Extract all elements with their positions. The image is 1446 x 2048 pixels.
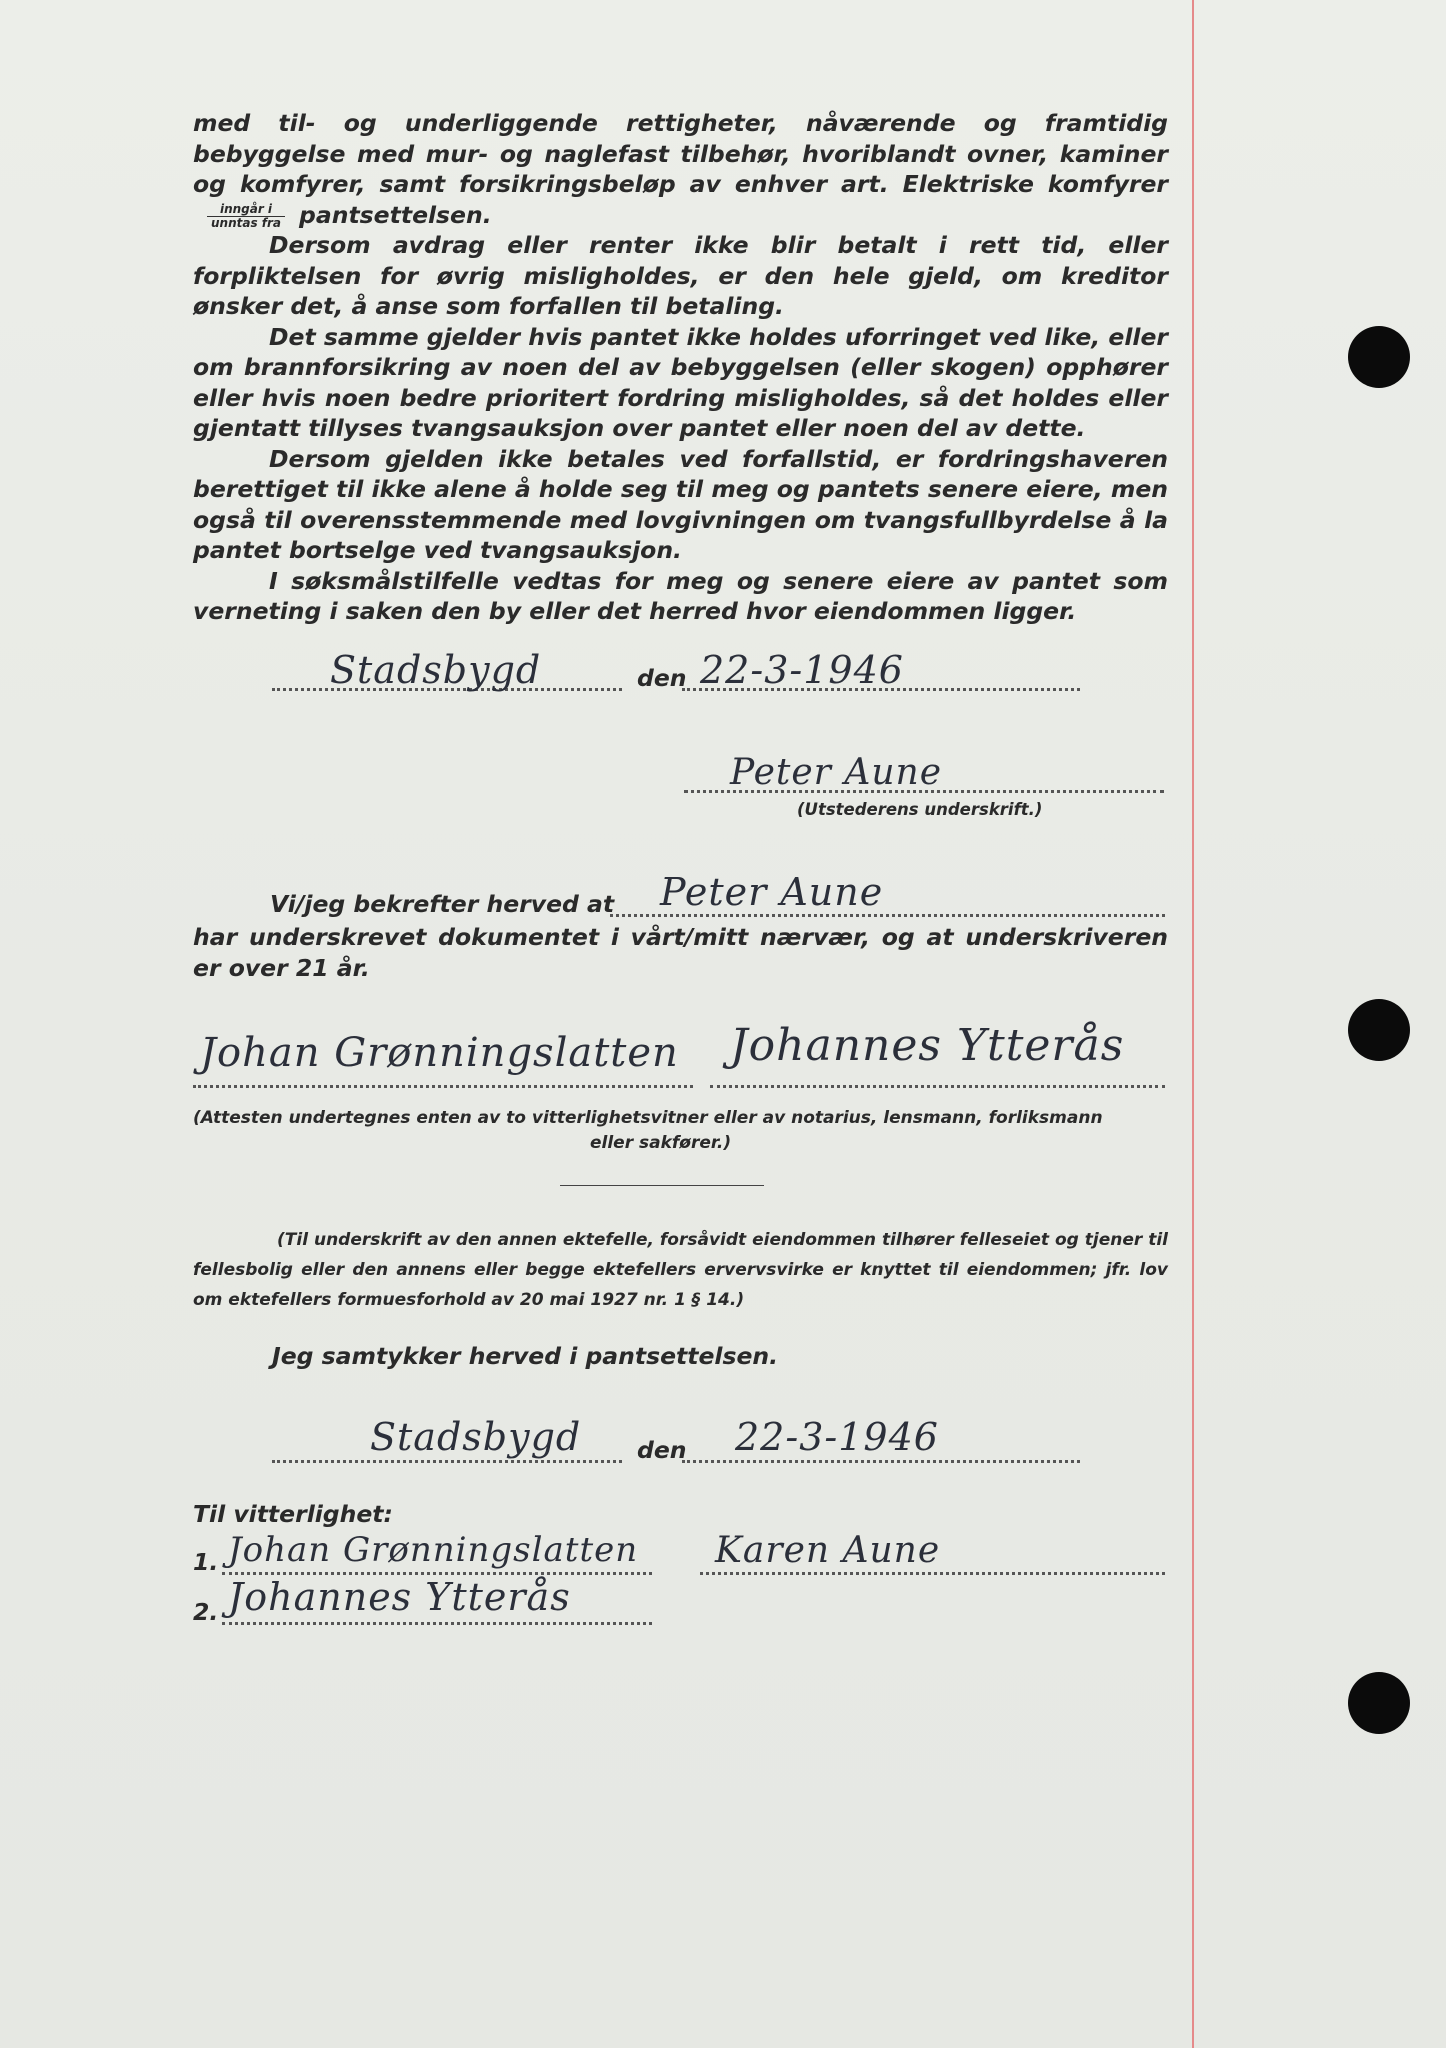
paragraph-rights: med til- og underliggende rettigheter, nåværende og framtidig bebyggelse med mur- og naglefast tilbehør, hvoriblandt ovner, kaminer og komfyrer, samt forsikringsbeløp av enhver art. Elektriske komfyrer $\frac{\text{inngår i}}{\text{unntas fra}}$ pantsettelsen. (193, 109, 1168, 230)
til-vitterlighet-label: Til vitterlighet: (193, 1500, 393, 1528)
issuer-signature: Peter Aune (730, 752, 943, 793)
date-handwritten-1: 22-3-1946 (700, 648, 904, 692)
place-dotted-line-2 (272, 1460, 622, 1463)
spouse-signature: Karen Aune (715, 1530, 941, 1571)
witness-signature-1: Johan Grønningslatten (200, 1030, 679, 1076)
paragraph-maintenance: Det samme gjelder hvis pantet ikke holdes uforringet ved like, eller om brannforsikring av noen del av bebyggelsen (eller skogen) opphører eller hvis noen bedre prioritert fordring misligholdes, så det holdes eller gjentatt tillyses tvangsauksjon over pantet eller noen del av dette. (193, 322, 1168, 442)
den-label-1: den (637, 664, 687, 692)
divider-line (560, 1185, 764, 1186)
witness-line-1 (193, 1085, 693, 1088)
witness-list-num-1: 1. (193, 1548, 219, 1576)
included-excluded-fraction: $\frac{\text{inngår i}}{\text{unntas fra}}$ (207, 203, 285, 230)
confirm-rest: har underskrevet dokumentet i vårt/mitt nærvær, og at underskriveren er over 21 år. (193, 923, 1168, 982)
spouse-signature-line (700, 1572, 1165, 1575)
issuer-signature-caption: (Utstederens underskrift.) (797, 800, 1043, 819)
margin-rule (1192, 0, 1194, 2048)
confirm-name-handwritten: Peter Aune (660, 870, 884, 914)
den-label-2: den (637, 1436, 687, 1464)
witness-list-num-2: 2. (193, 1598, 219, 1626)
spouse-note: (Til underskrift av den annen ektefelle, forsåvidt eiendommen tilhører felleseiet og tjener til fellesbolig eller den annens eller begge ektefellers ervervsvirke er knyttet til eiendommen; jfr. lov om ektefellers formuesforhold av 20 mai 1927 nr. 1 § 14.) (193, 1230, 1168, 1310)
witness-signature-2: Johannes Ytterås (730, 1020, 1125, 1071)
witness-line-2 (710, 1085, 1165, 1088)
paragraph-venue: I søksmålstilfelle vedtas for meg og senere eiere av pantet som verneting i saken den by eller det herred hvor eiendommen ligger. (193, 566, 1168, 625)
punch-hole-top (1348, 326, 1410, 388)
witness-list-signature-1: Johan Grønningslatten (228, 1530, 639, 1570)
place-handwritten-2: Stadsbygd (370, 1415, 582, 1459)
mortgage-terms-text (193, 108, 1168, 627)
place-handwritten-1: Stadsbygd (330, 648, 542, 692)
paragraph-enforcement: Dersom gjelden ikke betales ved forfallstid, er fordringshaveren berettiget til ikke alene å holde seg til meg og pantets senere eiere, men også til overensstemmende med lovgivningen om tvangsfullbyrdelse å la pantet bortselge ved tvangsauksjon. (193, 444, 1168, 564)
consent-text: Jeg samtykker herved i pantsettelsen. (272, 1342, 779, 1370)
date-dotted-line-2 (682, 1460, 1080, 1463)
witness-list-signature-2: Johannes Ytterås (228, 1575, 571, 1619)
attest-note-line-1: (Attesten undertegnes enten av to vitterlighetsvitner eller av notarius, lensmann, forliksmann (193, 1108, 1103, 1128)
confirm-lead: Vi/jeg bekrefter herved at (270, 890, 615, 918)
punch-hole-bottom (1348, 1672, 1410, 1734)
punch-hole-middle (1348, 999, 1410, 1061)
confirm-name-line (610, 914, 1165, 917)
date-handwritten-2: 22-3-1946 (735, 1415, 939, 1459)
paragraph-default: Dersom avdrag eller renter ikke blir betalt i rett tid, eller forpliktelsen for øvrig misligholdes, er den hele gjeld, om kreditor ønsker det, å anse som forfallen til betaling. (193, 231, 1168, 320)
attest-note-line-2: eller sakfører.) (590, 1133, 732, 1153)
witness-list-line-2 (222, 1622, 652, 1625)
